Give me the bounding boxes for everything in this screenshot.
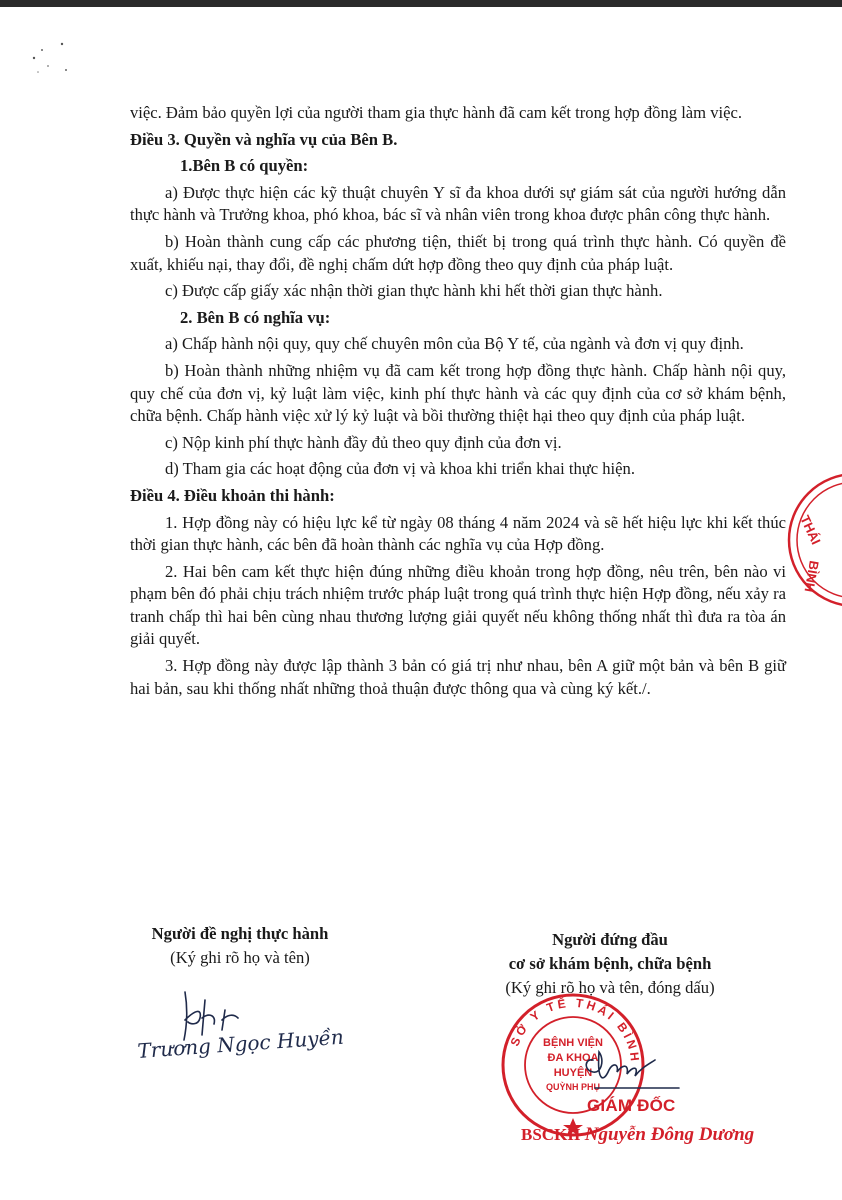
stamp-line-1: BỆNH VIỆN xyxy=(543,1037,603,1049)
handwritten-signature-left xyxy=(130,980,360,1080)
stamp-line-4: QUỲNH PHỤ xyxy=(545,1082,601,1092)
paragraph: c) Được cấp giấy xác nhận thời gian thực hành khi hết thời gian thực hành. xyxy=(165,281,663,301)
scan-edge xyxy=(0,0,842,7)
handwritten-signature-right xyxy=(575,1030,685,1100)
signature-left-title: Người đề nghị thực hành xyxy=(151,924,329,943)
handwritten-name-left: Trương Ngọc Huyền xyxy=(136,1024,345,1063)
director-fullname: Nguyễn Đông Dương xyxy=(584,1124,755,1145)
paragraph: b) Hoàn thành cung cấp các phương tiện, thiết bị trong quá trình thực hành. Có quyền đề xuất, khiếu nại, thay đổi, đề nghị chấm dứt hợp đồng theo quy định của pháp luật. xyxy=(130,231,786,274)
section-heading: 2. Bên B có nghĩa vụ: xyxy=(180,307,331,327)
signature-right-title-1: Người đứng đầu xyxy=(552,930,668,949)
paragraph: d) Tham gia các hoạt động của đơn vị và khoa khi triển khai thực hiện. xyxy=(165,459,635,479)
svg-text:THÁI: THÁI xyxy=(797,512,824,547)
article-heading: Điều 4. Điều khoản thi hành: xyxy=(130,485,335,505)
signature-right-title-2: cơ sở khám bệnh, chữa bệnh xyxy=(508,954,712,973)
stamp-ring-text: SỞ Y TẾ THÁI BÌNH xyxy=(507,995,643,1065)
paragraph: a) Chấp hành nội quy, quy chế chuyên môn của Bộ Y tế, của ngành và đơn vị quy định. xyxy=(165,334,744,354)
paragraph: 2. Hai bên cam kết thực hiện đúng những điều khoản trong hợp đồng, nêu trên, bên nào vi phạm bên đó phải chịu trách nhiệm trước pháp luật trong quá trình thực hiện Hợp đồng, nếu xảy ra tranh chấp thì hai bên cùng nhau thương lượng giải quyết nếu không thống nhất thì đưa ra tòa án giải quyết. xyxy=(130,561,786,649)
paragraph: 3. Hợp đồng này được lập thành 3 bản có giá trị như nhau, bên A giữ một bản và bên B giữ hai bản, sau khi thống nhất những thoả thuận được thông qua và cùng ký kết./. xyxy=(130,656,786,698)
partial-stamp-icon xyxy=(780,470,842,610)
director-degree: BSCKII xyxy=(521,1125,581,1144)
contract-body xyxy=(130,102,786,700)
article-heading: Điều 3. Quyền và nghĩa vụ của Bên B. xyxy=(130,129,398,149)
section-heading: 1.Bên B có quyền: xyxy=(180,156,309,176)
director-title: GIÁM ĐỐC xyxy=(587,1096,676,1115)
stamp-line-3: HUYỆN xyxy=(553,1067,593,1079)
director-name xyxy=(521,1124,754,1146)
stamp-line-2: ĐA KHOA xyxy=(547,1052,599,1064)
signature-left-note: (Ký ghi rõ họ và tên) xyxy=(170,948,310,967)
scan-specks xyxy=(28,40,78,80)
paragraph: 1. Hợp đồng này có hiệu lực kể từ ngày 08 tháng 4 năm 2024 và sẽ hết hiệu lực khi kết thúc thời gian thực hành, các bên đã hoàn thành các nghĩa vụ của Hợp đồng. xyxy=(130,512,786,555)
svg-text:BÌNH: BÌNH xyxy=(801,559,822,594)
paragraph: b) Hoàn thành những nhiệm vụ đã cam kết trong hợp đồng thực hành. Chấp hành nội quy, quy chế của đơn vị, kỷ luật làm việc, kinh phí thực hành và các quy định của cơ sở khám bệnh, chữa bệnh. Chấp hành việc xử lý kỷ luật và bồi thường thiệt hại theo quy định của pháp luật. xyxy=(130,360,786,426)
paragraph: c) Nộp kinh phí thực hành đầy đủ theo quy định của đơn vị. xyxy=(165,432,562,452)
paragraph: a) Được thực hiện các kỹ thuật chuyên Y sĩ đa khoa dưới sự giám sát của người hướng dẫn thực hành và Trưởng khoa, phó khoa, bác sĩ và nhân viên trong khoa được phân công thực hành. xyxy=(130,182,786,225)
signature-right-note: (Ký ghi rõ họ và tên, đóng dấu) xyxy=(505,978,715,997)
paragraph: việc. Đảm bảo quyền lợi của người tham gia thực hành đã cam kết trong hợp đồng làm việc. xyxy=(130,103,743,122)
signature-left-block xyxy=(120,922,360,970)
